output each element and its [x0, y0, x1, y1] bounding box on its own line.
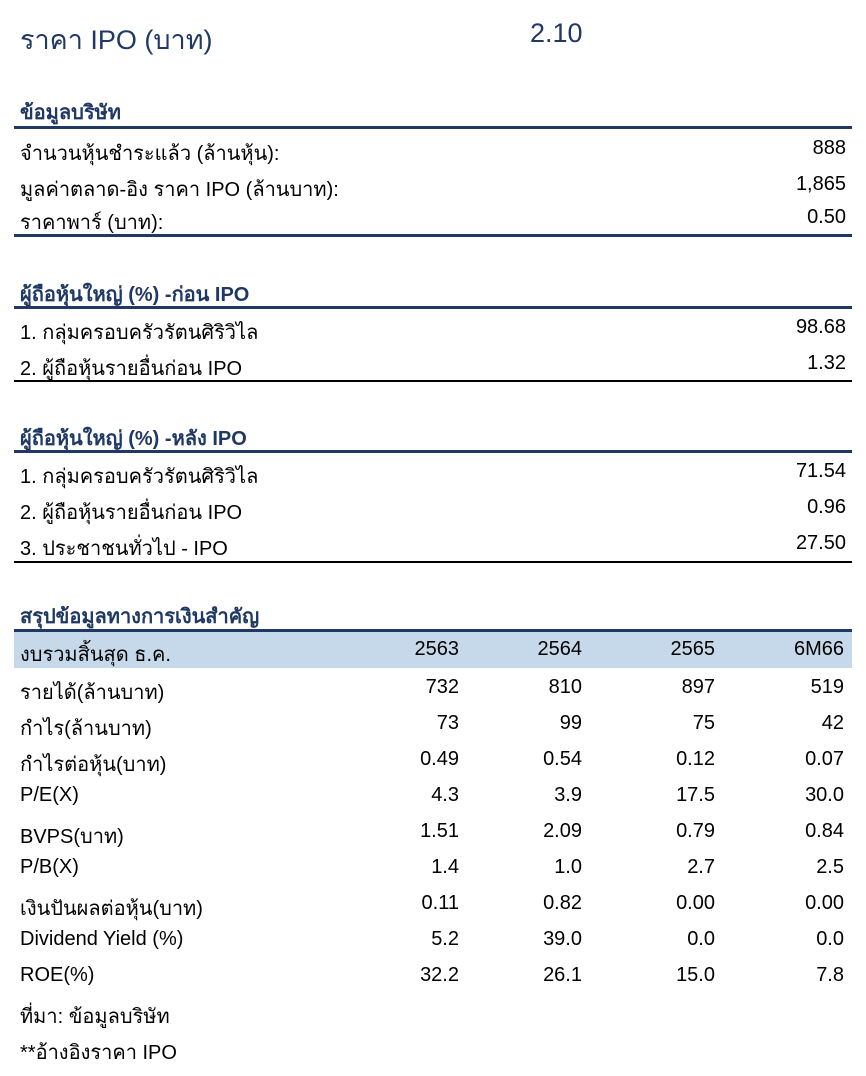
row-label: 3. ประชาชนทั่วไป - IPO	[20, 538, 228, 560]
ipo-price-label: ราคา IPO (บาท)	[20, 25, 213, 55]
table-cell: 99	[559, 712, 582, 734]
row-value: 1.32	[807, 352, 846, 374]
table-row	[14, 742, 852, 778]
table-cell: 0.00	[676, 892, 715, 914]
table-cell: 0.0	[687, 928, 715, 950]
table-row	[14, 958, 852, 994]
row-label: 2. ผู้ถือหุ้นรายอื่นก่อน IPO	[20, 358, 243, 380]
holders-post-bottom-rule	[14, 561, 852, 563]
table-cell: 0.00	[805, 892, 844, 914]
table-cell: P/B(X)	[20, 856, 79, 878]
row-value: 888	[812, 137, 846, 159]
row-value: 27.50	[795, 532, 846, 554]
table-cell: 42	[821, 712, 844, 734]
table-cell: 0.0	[816, 928, 844, 950]
source-note: ที่มา: ข้อมูลบริษัท	[20, 1006, 170, 1028]
row-label: มูลค่าตลาด-อิง ราคา IPO (ล้านบาท):	[20, 179, 339, 201]
holders-post-title: ผู้ถือหุ้นใหญ่ (%) -หลัง IPO	[20, 428, 247, 450]
table-row	[14, 814, 852, 850]
company-info-title: ข้อมูลบริษัท	[20, 102, 121, 124]
row-value: 98.68	[795, 316, 846, 338]
table-cell: 73	[436, 712, 459, 734]
table-cell: 15.0	[676, 964, 715, 986]
table-cell: 732	[425, 676, 459, 698]
table-row	[14, 850, 852, 886]
paid-up-shares-row	[20, 131, 846, 167]
table-cell: กำไรต่อหุ้น(บาท)	[20, 754, 167, 776]
header-cell: 6M66	[793, 638, 844, 660]
financials-header-row	[14, 632, 852, 668]
table-row	[14, 886, 852, 922]
holders-pre-title: ผู้ถือหุ้นใหญ่ (%) -ก่อน IPO	[20, 284, 250, 306]
table-cell: 7.8	[816, 964, 844, 986]
row-label: 2. ผู้ถือหุ้นรายอื่นก่อน IPO	[20, 502, 243, 524]
table-cell: 0.12	[676, 748, 715, 770]
table-cell: 1.4	[431, 856, 459, 878]
company-info-bottom-rule	[14, 234, 852, 237]
market-cap-row	[20, 167, 846, 203]
table-cell: 0.54	[543, 748, 582, 770]
row-label: ราคาพาร์ (บาท):	[20, 212, 164, 234]
ipo-price-value: 2.10	[530, 18, 583, 48]
table-row	[14, 778, 852, 814]
table-cell: 1.0	[554, 856, 582, 878]
table-row	[14, 670, 852, 706]
table-cell: 3.9	[554, 784, 582, 806]
table-cell: 4.3	[431, 784, 459, 806]
holder-row	[20, 310, 846, 346]
holder-row	[20, 526, 846, 562]
financials-title: สรุปข้อมูลทางการเงินสำคัญ	[20, 606, 260, 628]
table-cell: 0.79	[676, 820, 715, 842]
table-cell: 1.51	[420, 820, 459, 842]
table-cell: 30.0	[805, 784, 844, 806]
table-cell: รายได้(ล้านบาท)	[20, 682, 165, 704]
header-cell: 2565	[670, 638, 715, 660]
table-cell: 0.07	[805, 748, 844, 770]
table-cell: P/E(X)	[20, 784, 79, 806]
table-cell: 519	[810, 676, 844, 698]
holders-pre-top-rule	[14, 306, 852, 309]
table-cell: 810	[548, 676, 582, 698]
holder-row	[20, 490, 846, 526]
par-value-row	[20, 200, 846, 236]
header-cell: งบรวมสิ้นสุด ธ.ค.	[20, 644, 171, 666]
header-cell: 2564	[537, 638, 582, 660]
table-cell: 75	[692, 712, 715, 734]
holders-post-top-rule	[14, 450, 852, 453]
table-cell: 32.2	[420, 964, 459, 986]
table-cell: 17.5	[676, 784, 715, 806]
table-cell: 2.7	[687, 856, 715, 878]
table-cell: กำไร(ล้านบาท)	[20, 718, 152, 740]
table-cell: 2.09	[543, 820, 582, 842]
row-value: 71.54	[795, 460, 846, 482]
table-cell: เงินปันผลต่อหุ้น(บาท)	[20, 898, 203, 920]
table-cell: ROE(%)	[20, 964, 95, 986]
table-cell: 0.11	[421, 892, 459, 914]
table-cell: 0.84	[805, 820, 844, 842]
row-label: 1. กลุ่มครอบครัวรัตนศิริวิไล	[20, 466, 259, 488]
table-cell: 897	[681, 676, 715, 698]
table-cell: 39.0	[543, 928, 582, 950]
row-label: จำนวนหุ้นชำระแล้ว (ล้านหุ้น):	[20, 143, 280, 165]
header-cell: 2563	[414, 638, 459, 660]
table-cell: 5.2	[431, 928, 459, 950]
company-info-top-rule	[14, 126, 852, 129]
holder-row	[20, 454, 846, 490]
row-label: 1. กลุ่มครอบครัวรัตนศิริวิไล	[20, 322, 259, 344]
table-cell: 0.49	[420, 748, 459, 770]
table-row	[14, 706, 852, 742]
table-row	[14, 922, 852, 958]
footnote: **อ้างอิงราคา IPO	[20, 1042, 177, 1064]
row-value: 0.96	[807, 496, 846, 518]
table-cell: Dividend Yield (%)	[20, 928, 184, 950]
row-value: 0.50	[807, 206, 846, 228]
holder-row	[20, 346, 846, 382]
table-cell: 2.5	[816, 856, 844, 878]
table-cell: 0.82	[543, 892, 582, 914]
table-cell: 26.1	[543, 964, 582, 986]
row-value: 1,865	[795, 173, 846, 195]
holders-pre-bottom-rule	[14, 380, 852, 382]
table-cell: BVPS(บาท)	[20, 826, 124, 848]
